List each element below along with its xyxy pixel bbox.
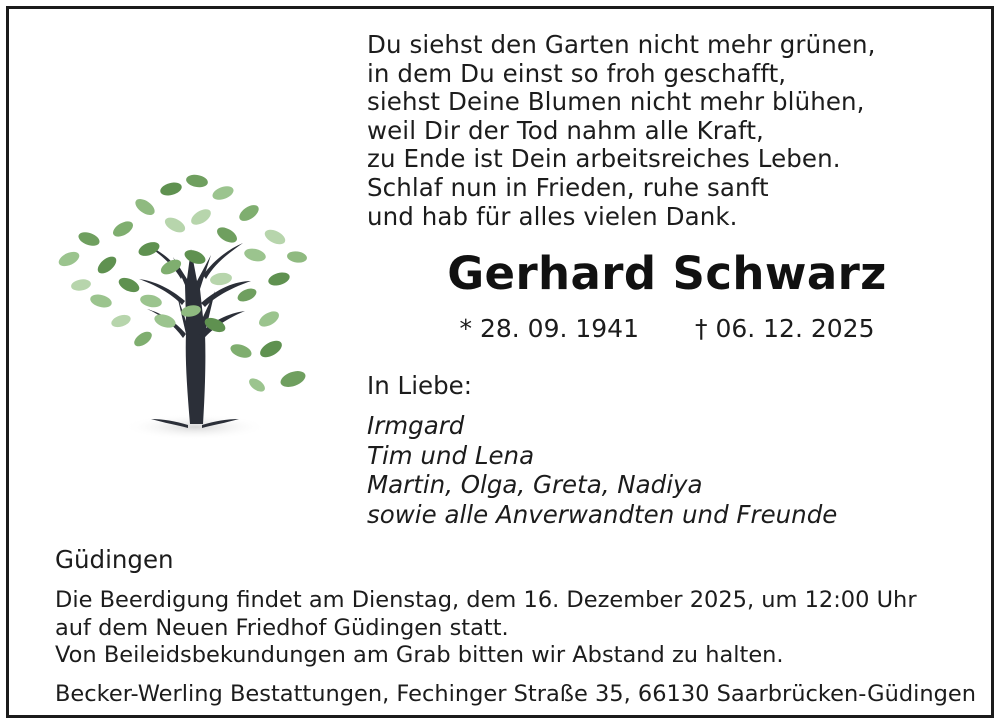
mourner-line: sowie alle Anverwandten und Freunde	[367, 499, 838, 529]
detail-line: auf dem Neuen Friedhof Güdingen statt.	[55, 614, 509, 641]
poem-line: weil Dir der Tod nahm alle Kraft,	[367, 115, 764, 145]
birth-date: * 28. 09. 1941	[459, 314, 639, 343]
mourner-line: Martin, Olga, Greta, Nadiya	[367, 470, 703, 499]
mourner-line: Irmgard	[367, 411, 465, 440]
detail-line: Die Beerdigung findet am Dienstag, dem 16. Dezember 2025, um 12:00 Uhr	[55, 587, 917, 613]
poem-line: zu Ende ist Dein arbeitsreiches Leben.	[367, 144, 841, 174]
deceased-name: Gerhard Schwarz	[447, 247, 887, 300]
notice-frame	[6, 6, 994, 718]
detail-line: Von Beileidsbekundungen am Grab bitten wir Abstand zu halten.	[55, 642, 784, 668]
mourner-line: Tim und Lena	[367, 440, 535, 470]
mourning-intro: In Liebe:	[367, 371, 472, 400]
funeral-details	[55, 587, 965, 670]
poem-line: Schlaf nun in Frieden, ruhe sanft	[367, 172, 769, 202]
tree-icon	[25, 89, 355, 449]
poem-line: siehst Deine Blumen nicht mehr blühen,	[367, 87, 865, 117]
poem-line: und hab für alles vielen Dank.	[367, 201, 738, 231]
poem-text	[367, 31, 967, 231]
poem-line: in dem Du einst so froh geschafft,	[367, 58, 787, 88]
place-name: Güdingen	[55, 545, 174, 574]
mourners-list	[367, 411, 977, 529]
life-dates	[367, 314, 967, 343]
poem-line: Du siehst den Garten nicht mehr grünen,	[367, 30, 876, 59]
death-date: † 06. 12. 2025	[695, 314, 875, 343]
funeral-home-footer: Becker-Werling Bestattungen, Fechinger Straße 35, 66130 Saarbrücken-Güdingen	[55, 681, 977, 707]
